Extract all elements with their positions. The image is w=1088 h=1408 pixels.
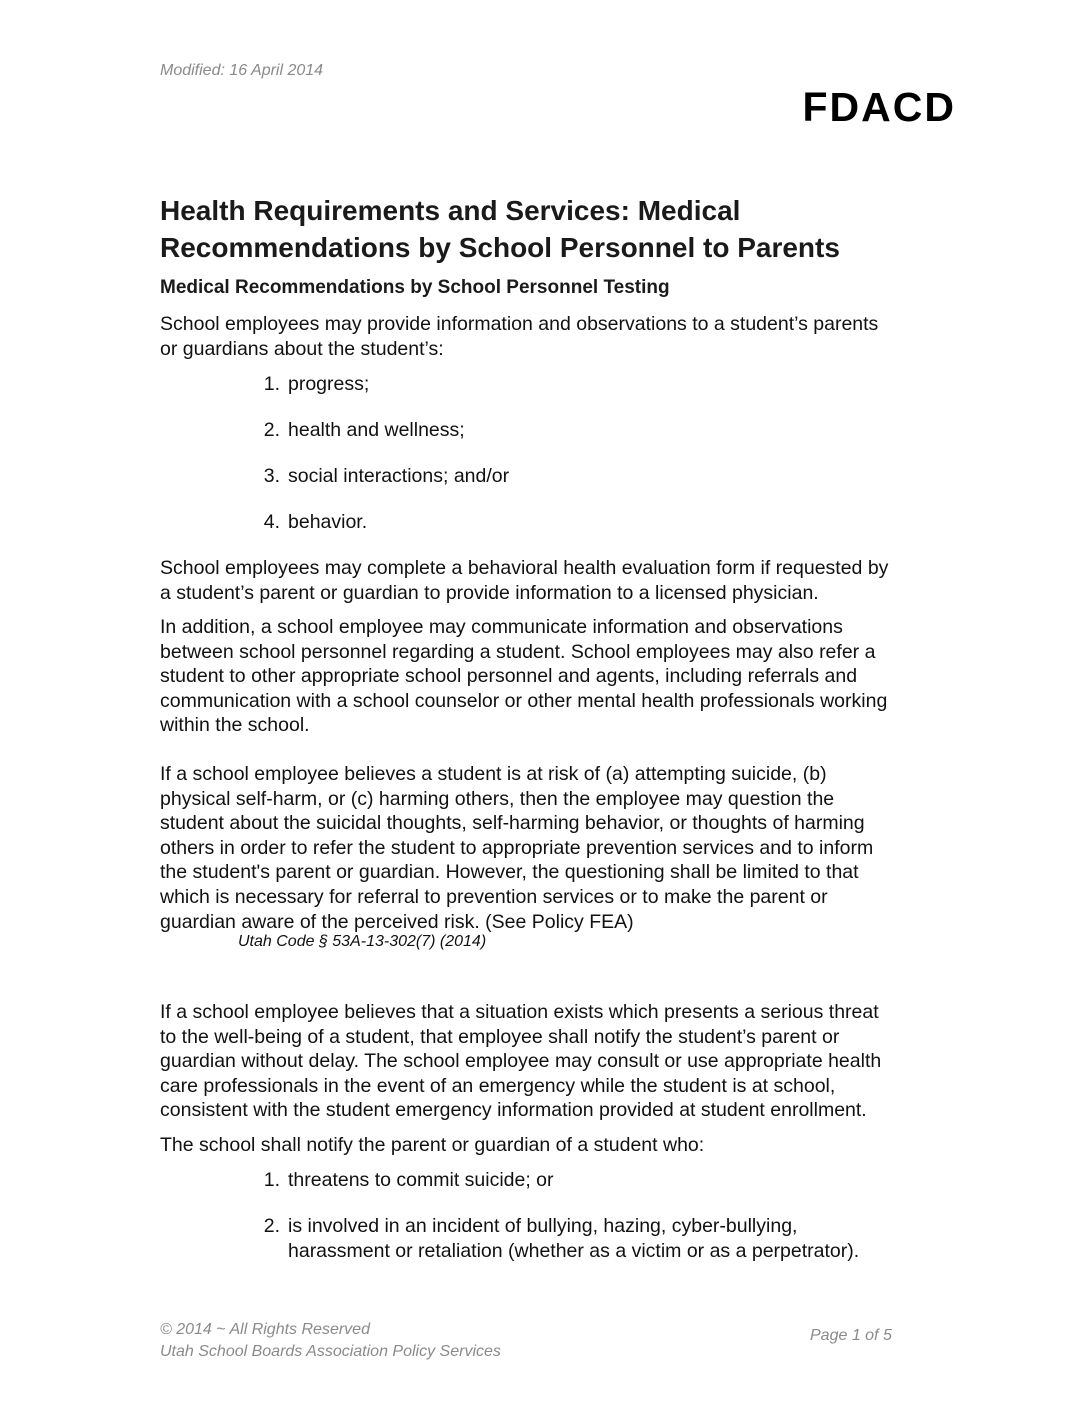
text-line: student about the suicidal thoughts, self-harming behavior, or thoughts of harming <box>160 812 865 835</box>
text-line: a student’s parent or guardian to provide information to a licensed physician. <box>160 581 819 604</box>
text-line: student to other appropriate school personnel and agents, including referrals and <box>160 665 858 688</box>
text-line: is involved in an incident of bullying, hazing, cyber-bullying, <box>288 1215 798 1237</box>
text-line: within the school. <box>160 714 310 737</box>
page-title <box>160 192 960 266</box>
text-line: If a school employee believes a student is at risk of (a) attempting suicide, (b) <box>160 763 827 785</box>
text-line: to the well-being of a student, that employee shall notify the student’s parent or <box>160 1025 840 1048</box>
text-line: School employees may complete a behavioral health evaluation form if requested by <box>160 557 889 579</box>
legal-citation: Utah Code § 53A-13-302(7) (2014) <box>238 933 487 950</box>
list-number: 3. <box>263 465 280 487</box>
list-number: 1. <box>263 373 280 395</box>
risk-paragraph <box>160 762 960 934</box>
threat-paragraph <box>160 1000 960 1123</box>
text-line: physical self-harm, or (c) harming others, then the employee may question the <box>160 787 835 810</box>
communication-paragraph <box>160 615 960 738</box>
intro-paragraph <box>160 312 960 361</box>
title-line: Recommendations by School Personnel to Parents <box>160 232 840 263</box>
list-number: 2. <box>263 1215 280 1237</box>
section-subheading: Medical Recommendations by School Personnel Testing <box>160 277 670 298</box>
list-text: social interactions; and/or <box>288 465 510 487</box>
list-number: 2. <box>263 419 280 441</box>
list-text <box>288 1214 962 1263</box>
text-line: communication with a school counselor or other mental health professionals working <box>160 689 888 712</box>
text-line: guardian aware of the perceived risk. (See Policy FEA) <box>160 910 634 933</box>
text-line: If a school employee believes that a situation exists which presents a serious threat <box>160 1001 879 1023</box>
text-line: consistent with the student emergency information provided at student enrollment. <box>160 1099 867 1122</box>
footer <box>160 1319 501 1363</box>
text-line: which is necessary for referral to prevention services or to make the parent or <box>160 885 828 908</box>
title-line: Health Requirements and Services: Medical <box>160 195 741 226</box>
publisher-name: Utah School Boards Association Policy Services <box>160 1343 501 1360</box>
list-number: 4. <box>263 511 280 533</box>
list-text: health and wellness; <box>288 419 465 441</box>
text-line: In addition, a school employee may communicate information and observations <box>160 616 843 638</box>
text-line: between school personnel regarding a student. School employees may also refer a <box>160 640 876 663</box>
page-number: Page 1 of 5 <box>810 1327 892 1344</box>
text-line: others in order to refer the student to appropriate prevention services and to inform <box>160 836 874 859</box>
text-line: the student's parent or guardian. However, the questioning shall be limited to that <box>160 861 859 884</box>
text-line: guardian without delay. The school employee may consult or use appropriate health <box>160 1050 882 1073</box>
evaluation-paragraph <box>160 556 960 605</box>
modified-date: Modified: 16 April 2014 <box>160 62 324 79</box>
list-text: threatens to commit suicide; or <box>288 1169 554 1191</box>
text-line: harassment or retaliation (whether as a victim or as a perpetrator). <box>288 1239 860 1262</box>
list-text: progress; <box>288 373 370 395</box>
copyright-notice: © 2014 ~ All Rights Reserved <box>160 1321 370 1338</box>
text-line: School employees may provide information and observations to a student’s parents <box>160 313 879 335</box>
list-number: 1. <box>263 1169 280 1191</box>
text-line: care professionals in the event of an emergency while the student is at school, <box>160 1074 836 1097</box>
text-line: or guardians about the student’s: <box>160 337 444 360</box>
policy-code: FDACD <box>802 84 956 130</box>
list-text: behavior. <box>288 511 368 533</box>
notify-paragraph: The school shall notify the parent or guardian of a student who: <box>160 1134 705 1156</box>
